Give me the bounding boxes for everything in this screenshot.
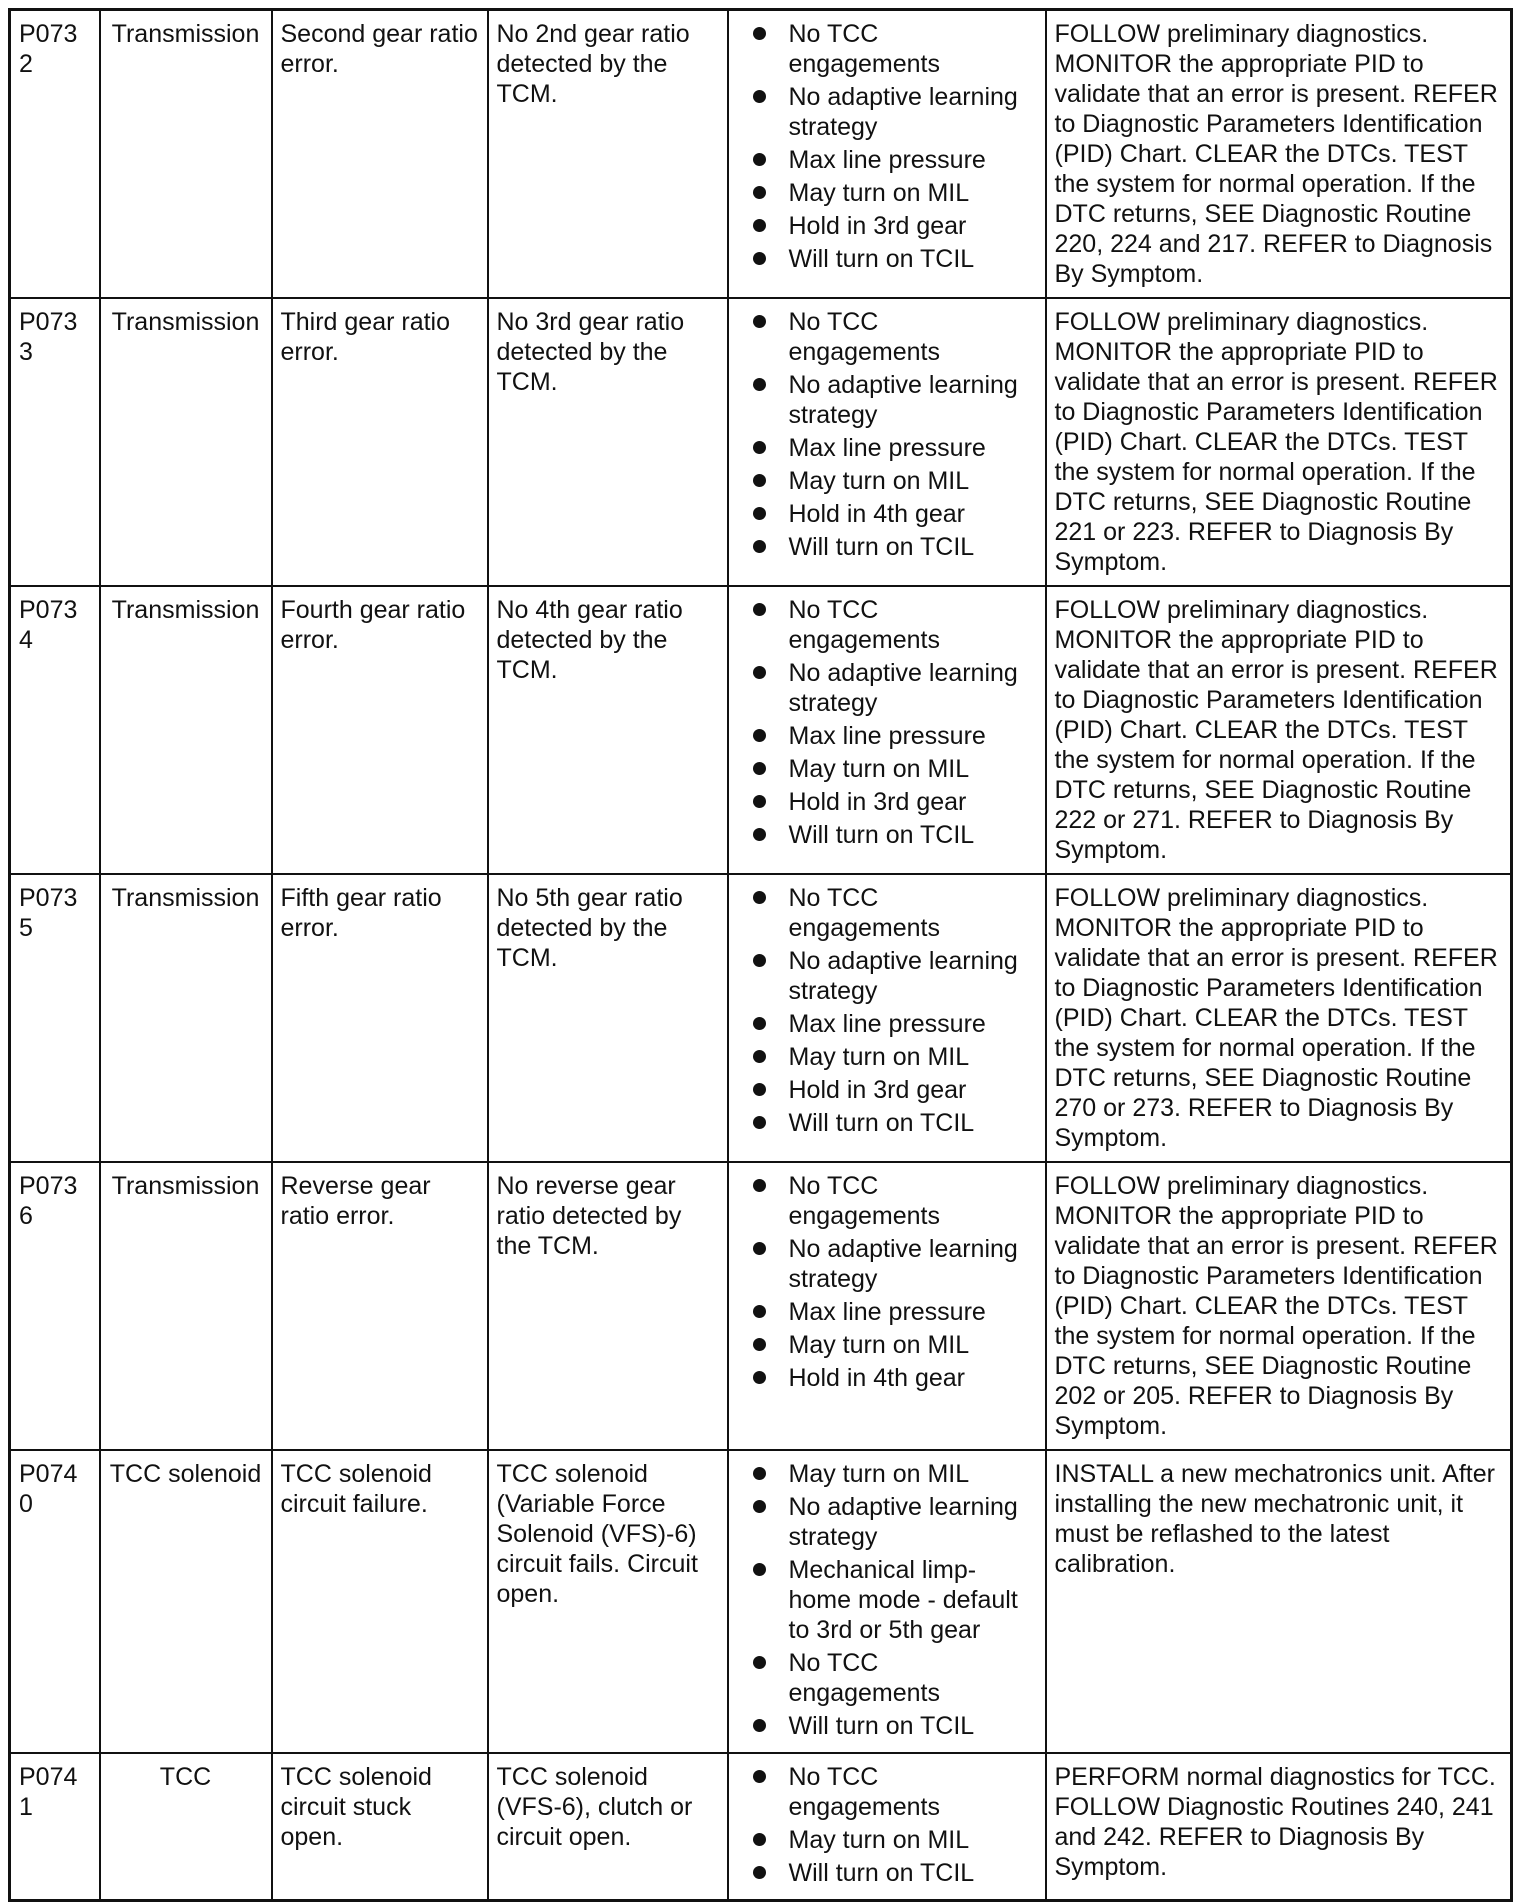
dtc-condition: No 5th gear ratio detected by the TCM.	[488, 874, 728, 1162]
symptom-cell	[728, 1753, 1046, 1901]
symptom-item: Hold in 4th gear	[753, 1363, 1037, 1393]
symptom-item: No TCC engagements	[753, 1171, 1037, 1231]
symptom-item: Max line pressure	[753, 145, 1037, 175]
symptom-item: No adaptive learning strategy	[753, 946, 1037, 1006]
symptom-item: Will turn on TCIL	[753, 1858, 1037, 1888]
dtc-condition: TCC solenoid (Variable Force Solenoid (VFS)-6) circuit fails. Circuit open.	[488, 1450, 728, 1753]
symptom-item: Max line pressure	[753, 721, 1037, 751]
action-text: PERFORM normal diagnostics for TCC. FOLLOW Diagnostic Routines 240, 241 and 242. REFER to Diagnosis By Symptom.	[1046, 1753, 1512, 1901]
symptom-cell	[728, 1450, 1046, 1753]
dtc-code: P0734	[10, 586, 100, 874]
dtc-description: Second gear ratio error.	[272, 10, 488, 299]
action-text: FOLLOW preliminary diagnostics. MONITOR the appropriate PID to validate that an error is present. REFER to Diagnostic Parameters Identification (PID) Chart. CLEAR the DTCs. TEST the system for normal operation. If the DTC returns, SEE Diagnostic Routine 270 or 273. REFER to Diagnosis By Symptom.	[1046, 874, 1512, 1162]
system-name: TCC solenoid	[100, 1450, 272, 1753]
symptom-list	[737, 883, 1037, 1138]
symptom-item: No adaptive learning strategy	[753, 82, 1037, 142]
dtc-description: Third gear ratio error.	[272, 298, 488, 586]
dtc-description: Fourth gear ratio error.	[272, 586, 488, 874]
symptom-item: No TCC engagements	[753, 595, 1037, 655]
symptom-item: Will turn on TCIL	[753, 1108, 1037, 1138]
action-text: FOLLOW preliminary diagnostics. MONITOR the appropriate PID to validate that an error is present. REFER to Diagnostic Parameters Identification (PID) Chart. CLEAR the DTCs. TEST the system for normal operation. If the DTC returns, SEE Diagnostic Routine 221 or 223. REFER to Diagnosis By Symptom.	[1046, 298, 1512, 586]
dtc-code: P0735	[10, 874, 100, 1162]
dtc-code: P0732	[10, 10, 100, 299]
symptom-item: May turn on MIL	[753, 178, 1037, 208]
system-name: Transmission	[100, 10, 272, 299]
action-text: FOLLOW preliminary diagnostics. MONITOR the appropriate PID to validate that an error is present. REFER to Diagnostic Parameters Identification (PID) Chart. CLEAR the DTCs. TEST the system for normal operation. If the DTC returns, SEE Diagnostic Routine 220, 224 and 217. REFER to Diagnosis By Symptom.	[1046, 10, 1512, 299]
symptom-item: Will turn on TCIL	[753, 820, 1037, 850]
system-name: Transmission	[100, 874, 272, 1162]
symptom-item: Hold in 3rd gear	[753, 1075, 1037, 1105]
symptom-item: No TCC engagements	[753, 1762, 1037, 1822]
table-row	[10, 10, 1512, 299]
table-row	[10, 874, 1512, 1162]
symptom-item: No TCC engagements	[753, 19, 1037, 79]
symptom-item: Max line pressure	[753, 1009, 1037, 1039]
dtc-table	[8, 8, 1513, 1902]
symptom-item: May turn on MIL	[753, 1825, 1037, 1855]
dtc-condition: No 3rd gear ratio detected by the TCM.	[488, 298, 728, 586]
symptom-list	[737, 19, 1037, 274]
symptom-item: No TCC engagements	[753, 883, 1037, 943]
symptom-item: Will turn on TCIL	[753, 532, 1037, 562]
dtc-table-sheet	[8, 8, 1513, 1902]
symptom-item: Mechanical limp-home mode - default to 3rd or 5th gear	[753, 1555, 1037, 1645]
dtc-condition: TCC solenoid (VFS-6), clutch or circuit open.	[488, 1753, 728, 1901]
symptom-item: No adaptive learning strategy	[753, 1234, 1037, 1294]
symptom-cell	[728, 10, 1046, 299]
table-row	[10, 298, 1512, 586]
symptom-list	[737, 1762, 1037, 1888]
table-row	[10, 1162, 1512, 1450]
symptom-cell	[728, 1162, 1046, 1450]
dtc-description: Fifth gear ratio error.	[272, 874, 488, 1162]
symptom-item: Hold in 4th gear	[753, 499, 1037, 529]
action-text: INSTALL a new mechatronics unit. After installing the new mechatronic unit, it must be reflashed to the latest calibration.	[1046, 1450, 1512, 1753]
dtc-code: P0736	[10, 1162, 100, 1450]
symptom-item: No adaptive learning strategy	[753, 370, 1037, 430]
dtc-condition: No 4th gear ratio detected by the TCM.	[488, 586, 728, 874]
system-name: Transmission	[100, 586, 272, 874]
dtc-description: Reverse gear ratio error.	[272, 1162, 488, 1450]
dtc-code: P0740	[10, 1450, 100, 1753]
dtc-code: P0733	[10, 298, 100, 586]
dtc-condition: No 2nd gear ratio detected by the TCM.	[488, 10, 728, 299]
symptom-item: Hold in 3rd gear	[753, 211, 1037, 241]
system-name: Transmission	[100, 1162, 272, 1450]
symptom-item: Hold in 3rd gear	[753, 787, 1037, 817]
symptom-cell	[728, 874, 1046, 1162]
symptom-list	[737, 595, 1037, 850]
system-name: Transmission	[100, 298, 272, 586]
dtc-condition: No reverse gear ratio detected by the TCM.	[488, 1162, 728, 1450]
symptom-item: Max line pressure	[753, 1297, 1037, 1327]
table-row	[10, 1753, 1512, 1901]
dtc-description: TCC solenoid circuit failure.	[272, 1450, 488, 1753]
symptom-item: Max line pressure	[753, 433, 1037, 463]
symptom-item: May turn on MIL	[753, 1330, 1037, 1360]
table-row	[10, 586, 1512, 874]
symptom-list	[737, 1459, 1037, 1741]
dtc-description: TCC solenoid circuit stuck open.	[272, 1753, 488, 1901]
symptom-item: May turn on MIL	[753, 754, 1037, 784]
system-name: TCC	[100, 1753, 272, 1901]
symptom-item: May turn on MIL	[753, 1042, 1037, 1072]
table-row	[10, 1450, 1512, 1753]
symptom-cell	[728, 298, 1046, 586]
symptom-list	[737, 307, 1037, 562]
dtc-code: P0741	[10, 1753, 100, 1901]
symptom-item: No adaptive learning strategy	[753, 658, 1037, 718]
symptom-item: No TCC engagements	[753, 307, 1037, 367]
action-text: FOLLOW preliminary diagnostics. MONITOR the appropriate PID to validate that an error is present. REFER to Diagnostic Parameters Identification (PID) Chart. CLEAR the DTCs. TEST the system for normal operation. If the DTC returns, SEE Diagnostic Routine 202 or 205. REFER to Diagnosis By Symptom.	[1046, 1162, 1512, 1450]
symptom-item: Will turn on TCIL	[753, 1711, 1037, 1741]
symptom-item: Will turn on TCIL	[753, 244, 1037, 274]
dtc-table-body	[10, 10, 1512, 1901]
action-text: FOLLOW preliminary diagnostics. MONITOR the appropriate PID to validate that an error is present. REFER to Diagnostic Parameters Identification (PID) Chart. CLEAR the DTCs. TEST the system for normal operation. If the DTC returns, SEE Diagnostic Routine 222 or 271. REFER to Diagnosis By Symptom.	[1046, 586, 1512, 874]
symptom-cell	[728, 586, 1046, 874]
symptom-item: May turn on MIL	[753, 466, 1037, 496]
symptom-item: No TCC engagements	[753, 1648, 1037, 1708]
symptom-item: May turn on MIL	[753, 1459, 1037, 1489]
symptom-item: No adaptive learning strategy	[753, 1492, 1037, 1552]
symptom-list	[737, 1171, 1037, 1393]
